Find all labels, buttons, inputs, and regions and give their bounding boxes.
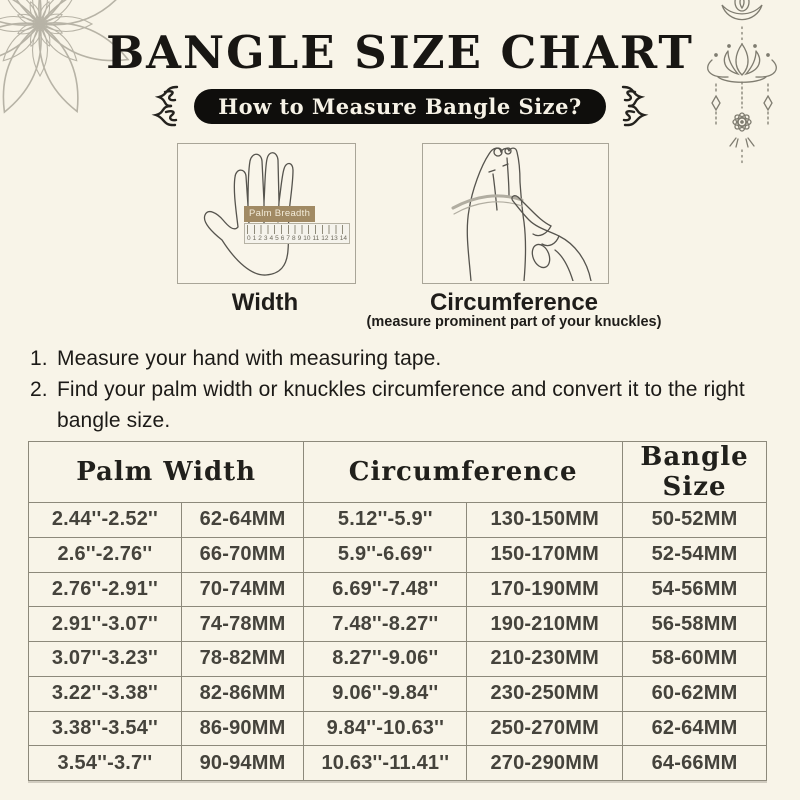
instruction-text: Find your palm width or knuckles circumference and convert it to the right bangle size. bbox=[57, 378, 745, 432]
instruction-text: Measure your hand with measuring tape. bbox=[57, 347, 442, 370]
table-cell: 50-52MM bbox=[623, 503, 767, 538]
size-chart-table bbox=[28, 441, 767, 781]
circumference-illustration bbox=[422, 143, 609, 284]
table-row bbox=[29, 676, 767, 711]
ruler-number: 2 bbox=[258, 235, 262, 242]
size-chart bbox=[28, 441, 767, 781]
size-chart-body bbox=[29, 503, 767, 781]
badge-row bbox=[0, 86, 800, 126]
palm-breadth-label: Palm Breadth bbox=[244, 206, 315, 222]
table-cell: 60-62MM bbox=[623, 676, 767, 711]
table-cell: 190-210MM bbox=[467, 607, 623, 642]
table-cell: 5.9''-6.69'' bbox=[304, 537, 467, 572]
table-cell: 2.91''-3.07'' bbox=[29, 607, 182, 642]
ruler bbox=[244, 223, 350, 244]
table-row bbox=[29, 607, 767, 642]
table-cell: 2.44''-2.52'' bbox=[29, 503, 182, 538]
table-cell: 130-150MM bbox=[467, 503, 623, 538]
circumference-note: (measure prominent part of your knuckles) bbox=[366, 314, 662, 330]
ruler-number: 11 bbox=[312, 235, 320, 242]
instruction-number: 1. bbox=[30, 347, 48, 370]
table-cell: 7.48''-8.27'' bbox=[304, 607, 467, 642]
width-illustration bbox=[177, 143, 356, 284]
header-circumference: Circumference bbox=[304, 442, 623, 503]
ruler-number: 3 bbox=[263, 235, 268, 242]
ruler-number: 8 bbox=[292, 235, 296, 242]
ruler-number: 13 bbox=[330, 235, 338, 242]
table-row bbox=[29, 572, 767, 607]
table-cell: 58-60MM bbox=[623, 642, 767, 677]
table-cell: 62-64MM bbox=[623, 711, 767, 746]
ruler-number: 6 bbox=[280, 235, 285, 242]
table-cell: 2.76''-2.91'' bbox=[29, 572, 182, 607]
table-cell: 3.07''-3.23'' bbox=[29, 642, 182, 677]
flourish-right-icon bbox=[616, 84, 650, 128]
table-cell: 270-290MM bbox=[467, 746, 623, 781]
table-cell: 66-70MM bbox=[181, 537, 304, 572]
header-palm-width: Palm Width bbox=[29, 442, 304, 503]
ruler-number: 4 bbox=[269, 235, 274, 242]
table-row bbox=[29, 503, 767, 538]
ruler-number: 7 bbox=[286, 235, 290, 242]
table-cell: 170-190MM bbox=[467, 572, 623, 607]
table-row bbox=[29, 746, 767, 781]
instruction-item bbox=[30, 374, 775, 436]
table-cell: 3.22''-3.38'' bbox=[29, 676, 182, 711]
table-cell: 9.06''-9.84'' bbox=[304, 676, 467, 711]
table-header-row bbox=[29, 442, 767, 503]
ruler-number: 12 bbox=[321, 235, 329, 242]
table-cell: 62-64MM bbox=[181, 503, 304, 538]
ruler-ticks bbox=[247, 225, 347, 234]
table-cell: 230-250MM bbox=[467, 676, 623, 711]
ruler-number: 9 bbox=[297, 235, 302, 242]
table-cell: 54-56MM bbox=[623, 572, 767, 607]
flourish-left-icon bbox=[150, 84, 184, 128]
table-cell: 3.54''-3.7'' bbox=[29, 746, 182, 781]
table-cell: 74-78MM bbox=[181, 607, 304, 642]
table-row bbox=[29, 537, 767, 572]
table-cell: 82-86MM bbox=[181, 676, 304, 711]
ruler-number: 14 bbox=[339, 235, 347, 242]
table-cell: 150-170MM bbox=[467, 537, 623, 572]
ruler-numbers bbox=[245, 234, 349, 243]
table-cell: 78-82MM bbox=[181, 642, 304, 677]
table-cell: 5.12''-5.9'' bbox=[304, 503, 467, 538]
ruler-number: 1 bbox=[252, 235, 257, 242]
table-cell: 8.27''-9.06'' bbox=[304, 642, 467, 677]
table-cell: 6.69''-7.48'' bbox=[304, 572, 467, 607]
table-row bbox=[29, 711, 767, 746]
table-cell: 3.38''-3.54'' bbox=[29, 711, 182, 746]
ruler-number: 0 bbox=[247, 235, 251, 242]
ruler-number: 5 bbox=[275, 235, 279, 242]
table-cell: 90-94MM bbox=[181, 746, 304, 781]
width-caption: Width bbox=[231, 289, 299, 316]
how-to-measure-badge: How to Measure Bangle Size? bbox=[194, 89, 606, 124]
instruction-item bbox=[30, 343, 775, 374]
instructions-list bbox=[30, 343, 775, 436]
table-row bbox=[29, 642, 767, 677]
table-cell: 86-90MM bbox=[181, 711, 304, 746]
table-cell: 70-74MM bbox=[181, 572, 304, 607]
measuring-hands-icon bbox=[423, 144, 606, 281]
table-cell: 10.63''-11.41'' bbox=[304, 746, 467, 781]
table-cell: 2.6''-2.76'' bbox=[29, 537, 182, 572]
table-cell: 250-270MM bbox=[467, 711, 623, 746]
instruction-number: 2. bbox=[30, 378, 48, 401]
circumference-caption: Circumference bbox=[429, 289, 599, 316]
table-cell: 56-58MM bbox=[623, 607, 767, 642]
table-cell: 64-66MM bbox=[623, 746, 767, 781]
header-bangle-size: Bangle Size bbox=[623, 442, 767, 503]
ruler-number: 10 bbox=[303, 235, 311, 242]
table-cell: 52-54MM bbox=[623, 537, 767, 572]
table-cell: 210-230MM bbox=[467, 642, 623, 677]
page-title: BANGLE SIZE CHART bbox=[106, 26, 694, 79]
table-cell: 9.84''-10.63'' bbox=[304, 711, 467, 746]
